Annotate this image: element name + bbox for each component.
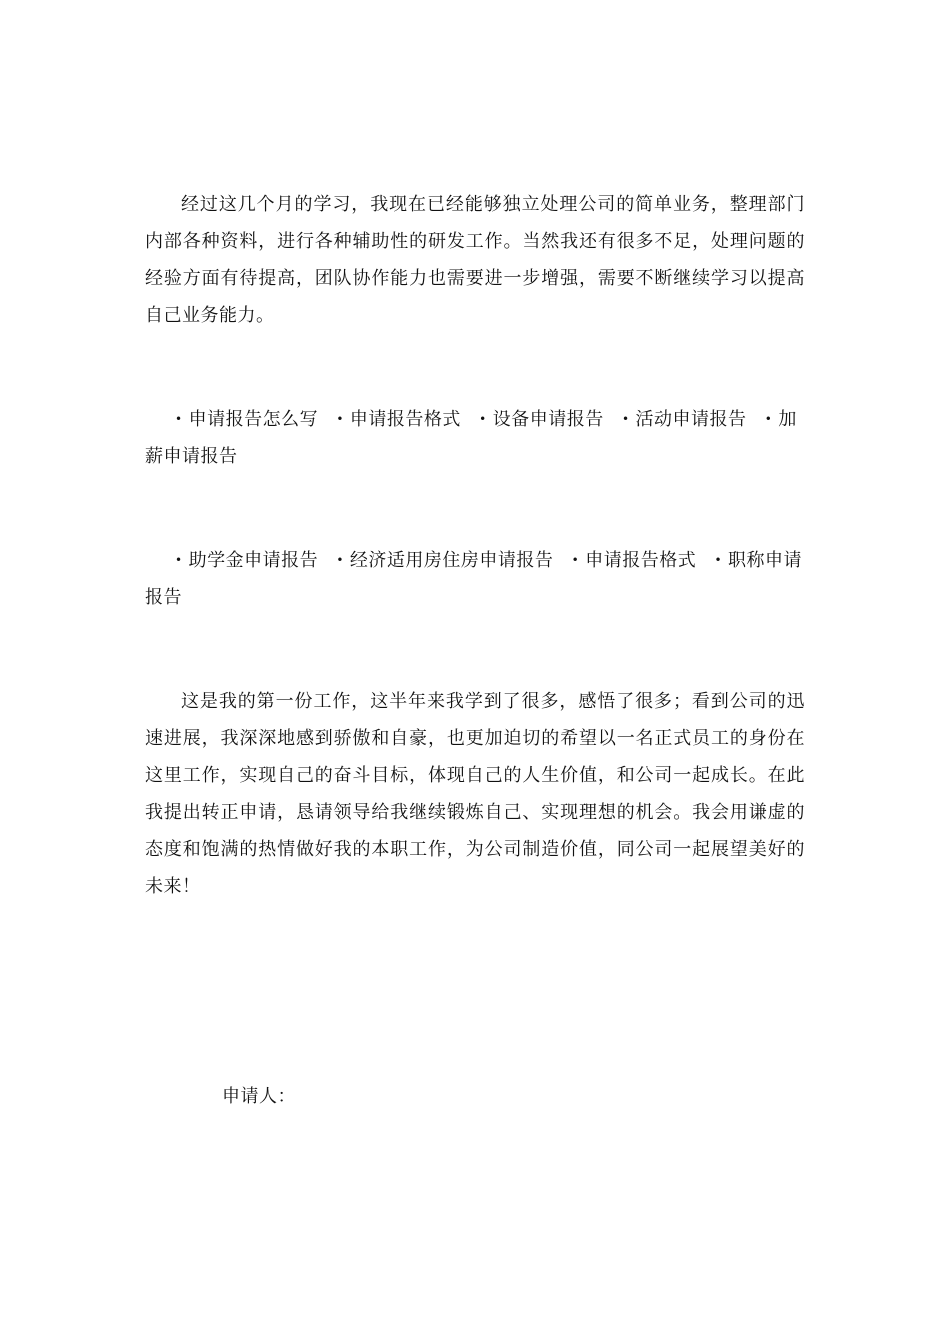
- related-link[interactable]: • 经济适用房住房申请报告: [336, 550, 553, 571]
- related-link[interactable]: • 加薪申请报告: [145, 409, 797, 467]
- related-link[interactable]: • 设备申请报告: [479, 409, 604, 430]
- related-link[interactable]: • 职称申请报告: [145, 550, 802, 608]
- related-link[interactable]: • 活动申请报告: [622, 409, 747, 430]
- related-links-row-2: [145, 542, 810, 616]
- related-links-row-1: [145, 401, 810, 475]
- related-link[interactable]: • 申请报告怎么写: [175, 409, 318, 430]
- related-link[interactable]: • 助学金申请报告: [175, 550, 318, 571]
- body-paragraph-2: 这是我的第一份工作，这半年来我学到了很多，感悟了很多；看到公司的迅速进展，我深深地感到骄傲和自豪，也更加迫切的希望以一名正式员工的身份在这里工作，实现自己的奋斗目标，体现自己的人生价值，和公司一起成长。在此我提出转正申请，恳请领导给我继续锻炼自己、实现理想的机会。我会用谦虚的态度和饱满的热情做好我的本职工作，为公司制造价值，同公司一起展望美好的未来！: [145, 691, 805, 897]
- related-link[interactable]: • 申请报告格式: [336, 409, 461, 430]
- signature-label: 申请人：: [222, 1086, 296, 1107]
- related-link[interactable]: • 申请报告格式: [572, 550, 697, 571]
- body-paragraph-1: 经过这几个月的学习，我现在已经能够独立处理公司的简单业务，整理部门内部各种资料，进行各种辅助性的研发工作。当然我还有很多不足，处理问题的经验方面有待提高，团队协作能力也需要进一步增强，需要不断继续学习以提高自己业务能力。: [145, 194, 805, 326]
